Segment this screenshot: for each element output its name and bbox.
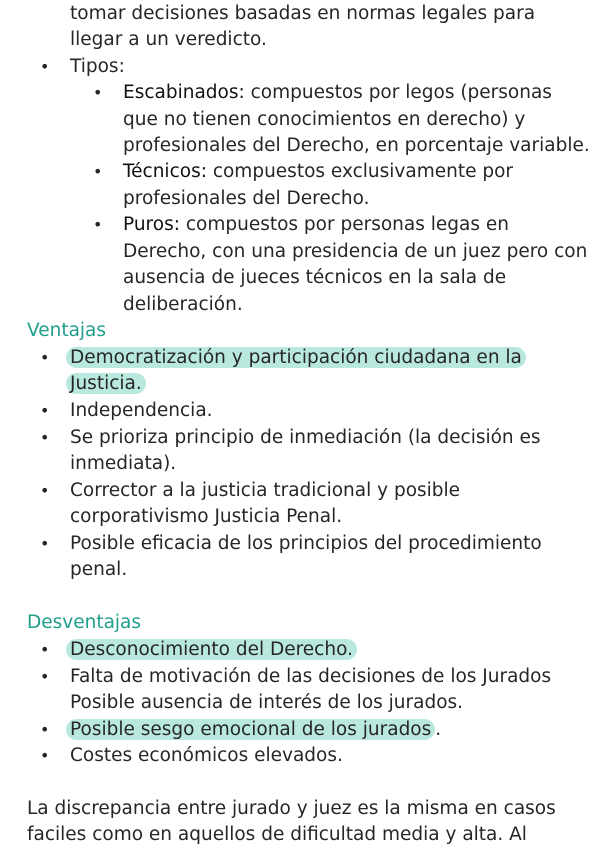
- ventajas-heading: Ventajas: [27, 320, 107, 341]
- tipo-term: Técnicos:: [123, 161, 207, 182]
- bullet-icon: •: [40, 667, 50, 686]
- bullet-icon: •: [40, 57, 50, 76]
- tipo-item-puros: [123, 212, 509, 238]
- desventaja-item-line: Posible ausencia de interés de los jurados.: [70, 692, 464, 713]
- ventaja-item-line: corporativismo Justicia Penal.: [70, 506, 343, 527]
- bullet-icon: •: [40, 720, 50, 739]
- tipo-text: compuestos exclusivamente por: [206, 161, 514, 182]
- ventaja-item-line: inmediata).: [70, 453, 177, 474]
- bullet-icon: •: [93, 215, 103, 234]
- bullet-icon: •: [40, 428, 50, 447]
- bullet-icon: •: [40, 534, 50, 553]
- tipo-term: Puros:: [123, 214, 180, 235]
- desventajas-heading: Desventajas: [27, 612, 142, 633]
- tipos-label: Tipos:: [70, 56, 125, 77]
- tipo-text: compuestos por legos (personas: [244, 82, 552, 103]
- tipo-text-line: que no tienen conocimientos en derecho) y: [123, 109, 526, 130]
- tipo-text-line: ausencia de jueces técnicos en la sala de: [123, 267, 507, 288]
- ventaja-item: [70, 345, 526, 371]
- tipo-term: Escabinados:: [123, 82, 245, 103]
- bullet-icon: •: [40, 348, 50, 367]
- outro-line-2: faciles como en aquellos de dificultad media y alta. Al: [27, 824, 527, 845]
- intro-line-1: tomar decisiones basadas en normas legales para: [70, 3, 536, 24]
- tipo-text-line: profesionales del Derecho.: [123, 188, 370, 209]
- ventaja-item: Independencia.: [70, 400, 213, 421]
- bullet-icon: •: [40, 401, 50, 420]
- tipo-text-line: deliberación.: [123, 294, 243, 315]
- ventaja-item: Se prioriza principio de inmediación (la decisión es: [70, 427, 541, 448]
- highlight-mark: Democratización y participación ciudadana en la: [66, 347, 526, 368]
- bullet-icon: •: [40, 481, 50, 500]
- highlight-mark: Justicia.: [66, 373, 146, 394]
- tipo-item-tecnicos: [123, 159, 513, 185]
- desventaja-item: Costes económicos elevados.: [70, 745, 343, 766]
- bullet-icon: •: [93, 162, 103, 181]
- tipo-text-line: profesionales del Derecho, en porcentaje variable.: [123, 135, 590, 156]
- ventaja-item: Posible eficacia de los principios del procedimiento: [70, 533, 542, 554]
- desventaja-item: [70, 637, 357, 663]
- bullet-icon: •: [40, 746, 50, 765]
- intro-line-2: llegar a un veredicto.: [70, 29, 267, 50]
- ventaja-item-line: penal.: [70, 559, 128, 580]
- desventaja-item: [70, 717, 441, 743]
- bullet-icon: •: [40, 640, 50, 659]
- desventaja-item-tail: .: [435, 719, 442, 740]
- bullet-icon: •: [93, 83, 103, 102]
- desventaja-item: Falta de motivación de las decisiones de los Jurados: [70, 666, 552, 687]
- tipo-text: compuestos por personas legas en: [179, 214, 509, 235]
- tipo-item-escabinados: [123, 80, 552, 106]
- highlight-mark: Desconocimiento del Derecho.: [66, 639, 357, 660]
- outro-line-1: La discrepancia entre jurado y juez es la misma en casos: [27, 798, 556, 819]
- ventaja-item: Corrector a la justicia tradicional y posible: [70, 480, 461, 501]
- highlight-mark: Posible sesgo emocional de los jurados: [66, 719, 435, 740]
- ventaja-item-line: [70, 371, 146, 397]
- tipo-text-line: Derecho, con una presidencia de un juez pero con: [123, 241, 588, 262]
